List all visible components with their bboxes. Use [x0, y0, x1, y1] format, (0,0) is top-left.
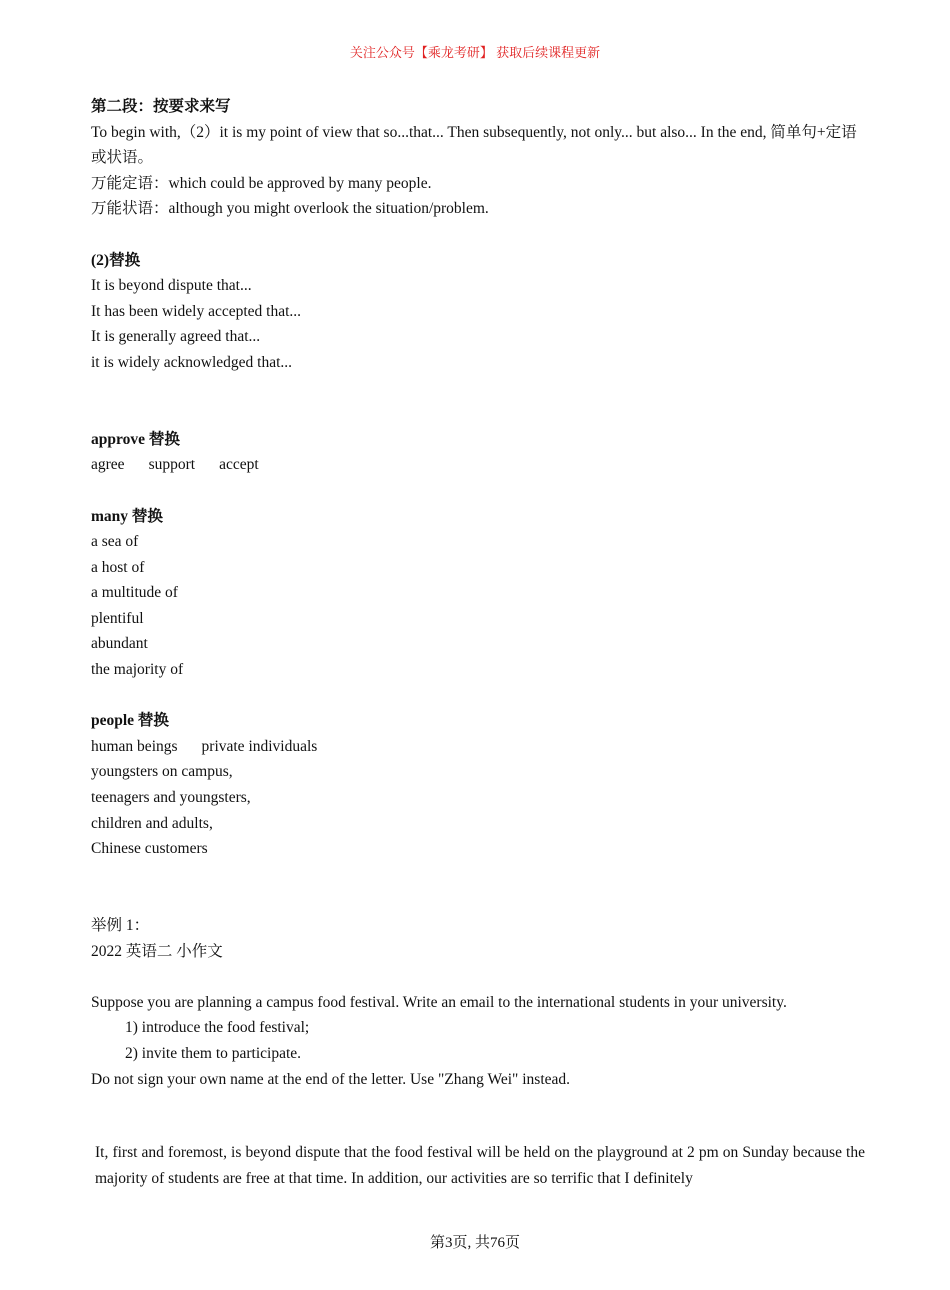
sample-essay-paragraph: It, first and foremost, is beyond dispute that the food festival will be held on the playground at 2 pm on Sunday because the majority of students are free at that time. In addition, our activities are so terrific that I definitely — [95, 1144, 865, 1187]
approve-synonym: accept — [219, 456, 259, 474]
universal-adverbial: 万能状语：although you might overlook the situation/problem. — [91, 200, 489, 218]
section2-heading: 第二段：按要求来写 — [91, 98, 231, 115]
example-task: 1) introduce the food festival; — [125, 1019, 310, 1037]
promo-header: 关注公众号【乘龙考研】 获取后续课程更新 — [349, 45, 601, 60]
people-synonym: teenagers and youngsters, — [91, 789, 251, 807]
replace2-item: It is generally agreed that... — [91, 328, 261, 346]
people-synonym: children and adults, — [91, 814, 213, 832]
many-synonym: plentiful — [91, 609, 144, 627]
document-body — [91, 94, 866, 1092]
people-heading: people 替换 — [91, 712, 169, 730]
people-synonym: human beings — [91, 737, 178, 755]
many-synonym: the majority of — [91, 661, 184, 679]
many-synonym: a sea of — [91, 533, 139, 551]
replace2-item: it is widely acknowledged that... — [91, 353, 293, 371]
many-synonym: a host of — [91, 558, 145, 576]
people-synonym: youngsters on campus, — [91, 763, 233, 781]
example-prompt: Suppose you are planning a campus food festival. Write an email to the international students in your university. — [91, 993, 787, 1011]
replace2-item: It has been widely accepted that... — [91, 302, 302, 320]
approve-synonym: agree — [91, 456, 125, 474]
example-note: Do not sign your own name at the end of the letter. Use "Zhang Wei" instead. — [91, 1070, 571, 1088]
page-number: 第3页, 共76页 — [429, 1235, 520, 1251]
people-synonym: Chinese customers — [91, 840, 208, 858]
approve-synonym: support — [148, 456, 196, 474]
example-task: 2) invite them to participate. — [125, 1044, 302, 1062]
many-synonym: a multitude of — [91, 584, 178, 602]
replace2-heading: (2)替换 — [91, 251, 141, 269]
many-heading: many 替换 — [91, 507, 163, 525]
approve-heading: approve 替换 — [91, 430, 180, 448]
people-synonym: private individuals — [201, 737, 318, 755]
section2-body: To begin with,（2）it is my point of view that so...that... Then subsequently, not only... but also... In the end, 简单句+定语或状语。 — [91, 123, 857, 167]
people-synonyms-first — [91, 734, 866, 760]
many-synonym: abundant — [91, 635, 148, 653]
approve-synonyms — [91, 452, 866, 478]
universal-attributive: 万能定语：which could be approved by many people. — [91, 174, 432, 192]
example-label: 举例 1： — [91, 917, 150, 934]
replace2-item: It is beyond dispute that... — [91, 277, 252, 295]
example-title: 2022 英语二 小作文 — [91, 942, 223, 960]
